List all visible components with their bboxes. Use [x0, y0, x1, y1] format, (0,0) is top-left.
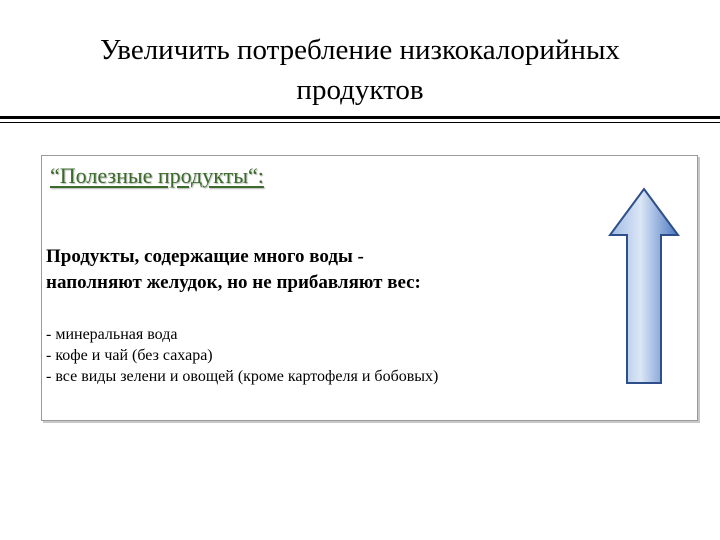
- slide-title-line-2: продуктов: [296, 74, 424, 106]
- title-divider-thin: [0, 122, 720, 123]
- title-divider: [0, 116, 720, 124]
- title-divider-thick: [0, 116, 720, 119]
- water-products-heading-line-2: наполняют желудок, но не прибавляют вес:: [46, 272, 421, 293]
- list-item: - минеральная вода: [46, 326, 178, 343]
- useful-products-heading: “Полезные продукты“:: [50, 163, 264, 188]
- water-products-heading: [46, 244, 421, 296]
- slide-title: [0, 30, 720, 110]
- up-arrow-icon: [608, 187, 680, 385]
- list-item: - все виды зелени и овощей (кроме картофеля и бобовых): [46, 368, 439, 385]
- useful-products-box: [41, 155, 698, 421]
- list-item: - кофе и чай (без сахара): [46, 347, 213, 364]
- product-list: [46, 324, 438, 387]
- water-products-heading-line-1: Продукты, содержащие много воды -: [46, 246, 364, 267]
- slide-title-line-1: Увеличить потребление низкокалорийных: [100, 34, 620, 66]
